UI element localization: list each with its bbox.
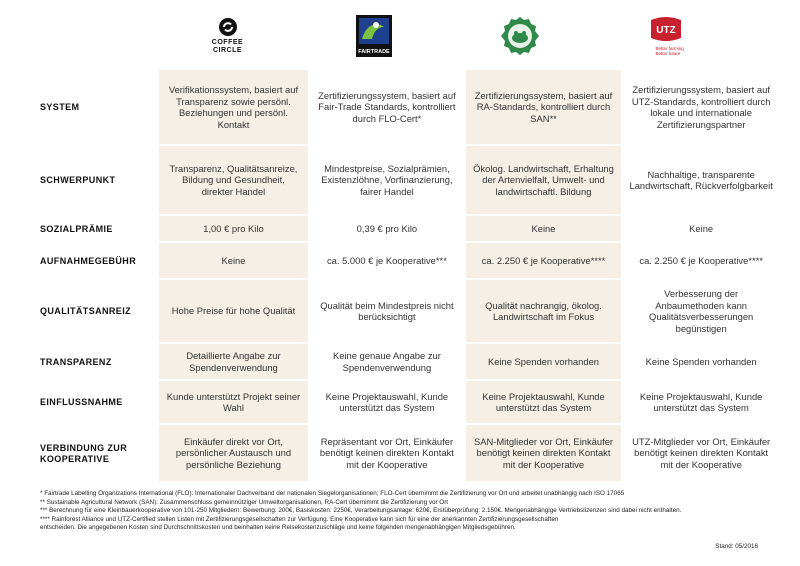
cell-text: Ökolog. Landwirtschaft, Erhaltung der Artenvielfalt, Umwelt- und landwirtschaftl. Bildung xyxy=(473,162,614,197)
row-label: TRANSPARENZ xyxy=(40,356,112,367)
table-cell xyxy=(465,344,623,381)
table-cell xyxy=(465,146,623,216)
rainforest-alliance-logo xyxy=(447,4,592,68)
cell-text: ca. 2.250 € je Kooperative**** xyxy=(481,254,606,266)
table-row xyxy=(38,146,780,216)
footnote-3: *** Berechnung für eine Kleinbauerkooperative von 101-250 Mitgliedern: Bewerbung: 200€, Basiskosten: 2250€, Verarbeitungsanlage: 620€, Erstüberprüfung: 2.150€. Mengenabhängige Vertriebslizenzen sind dabei nicht enthalten. xyxy=(40,507,682,515)
footnote-5: entscheiden. Die angegebenen Kosten sind Durchschnittskosten und beinhalten keine Reisekostenzuschläge und keine folgenden mengenabhängigen Mitgliedsgebühren. xyxy=(40,524,516,532)
table-cell xyxy=(309,216,465,243)
cell-text: Nachhaltige, transparente Landwirtschaft, Rückverfolgbarkeit xyxy=(629,168,773,191)
cell-text: Einkäufer direkt vor Ort, persönlicher Austausch und persönliche Beziehung xyxy=(175,435,292,470)
utz-logo-icon xyxy=(647,16,685,46)
table-cell xyxy=(622,344,780,381)
coffee-circle-logo-icon xyxy=(218,17,238,37)
table-row xyxy=(38,344,780,381)
cell-text: ca. 5.000 € je Kooperative*** xyxy=(326,254,447,266)
table-cell xyxy=(309,381,465,425)
row-label: SYSTEM xyxy=(40,102,80,113)
table-cell xyxy=(158,146,309,216)
row-label: VERBINDUNG ZUR KOOPERATIVE xyxy=(40,442,128,464)
coffee-circle-logo xyxy=(155,4,300,68)
footnote-4: **** Rainforest Alliance und UTZ-Certified stellen Listen mit Zertifizierungsgesellschaften zur Verfügung. Eine Kooperative kann sich für eine der anerkannten Zertifizierungsgesellschaften xyxy=(40,515,559,523)
cell-text: Verbesserung der Anbaumethoden kann Qualitätsverbesserungen begünstigen xyxy=(649,288,754,334)
table-cell xyxy=(622,243,780,280)
row-label: EINFLUSSNAHME xyxy=(40,397,123,408)
cell-text: Qualität nachrangig, ökolog. Landwirtschaft im Fokus xyxy=(485,299,602,322)
cell-text: 1,00 € pro Kilo xyxy=(203,222,264,234)
table-cell xyxy=(465,381,623,425)
cell-text: Transparenz, Qualitätsanreize, Bildung und Gesundheit, direkter Handel xyxy=(169,162,298,197)
table-cell xyxy=(309,146,465,216)
footnotes xyxy=(40,490,790,533)
cell-text: SAN-Mitglieder vor Ort, Einkäufer benötigt keinen direkten Kontakt mit der Kooperative xyxy=(473,435,614,470)
cell-text: 0,39 € pro Kilo xyxy=(356,222,418,234)
cell-text: Verifikationssystem, basiert auf Transparenz sowie persönl. Beziehungen und persönl. Kontakt xyxy=(168,84,299,130)
table-row xyxy=(38,243,780,280)
table-cell xyxy=(622,381,780,425)
row-label: SCHWERPUNKT xyxy=(40,175,116,186)
cell-text: Keine Projektauswahl, Kunde unterstützt das System xyxy=(325,390,449,413)
table-cell xyxy=(622,425,780,483)
table-row xyxy=(38,280,780,344)
svg-text:FAIRTRADE: FAIRTRADE xyxy=(357,49,390,55)
cell-text: Mindestpreise, Sozialprämien, Existenzlöhne, Vorfinanzierung, fairer Handel xyxy=(321,162,453,197)
row-label: AUFNAHMEGEBÜHR xyxy=(40,255,137,266)
table-cell xyxy=(465,425,623,483)
table-cell xyxy=(622,70,780,146)
table-cell xyxy=(158,70,309,146)
stand-date: Stand: 05/2016 xyxy=(715,543,758,550)
table-row xyxy=(38,425,780,483)
cell-text: Keine Spenden vorhanden xyxy=(645,355,757,367)
cell-text: Hohe Preise für hohe Qualität xyxy=(171,305,296,317)
logo-header xyxy=(155,4,775,68)
cell-text: Zertifizierungssystem, basiert auf Fair-Trade Standards, kontrolliert durch FLO-Cert* xyxy=(318,89,456,124)
rainforest-alliance-frog-icon xyxy=(500,16,540,56)
utz-tagline: Better farming Better future xyxy=(655,46,684,56)
cell-text: Kunde unterstützt Projekt seiner Wahl xyxy=(166,390,301,413)
table-cell xyxy=(309,70,465,146)
table-cell xyxy=(622,280,780,344)
cell-text: Keine xyxy=(531,222,556,234)
cell-text: Keine Projektauswahl, Kunde unterstützt das System xyxy=(482,390,605,413)
cell-text: Qualität beim Mindestpreis nicht berücksichtigt xyxy=(320,299,454,322)
cell-text: Repräsentant vor Ort, Einkäufer benötigt keinen direkten Kontakt mit der Kooperative xyxy=(319,435,454,470)
table-row xyxy=(38,216,780,243)
cell-text: UTZ-Mitglieder vor Ort, Einkäufer benötigt keinen direkten Kontakt mit der Kooperative xyxy=(632,435,771,470)
coffee-circle-wordmark: COFFEE CIRCLE xyxy=(211,39,244,54)
table-cell xyxy=(465,216,623,243)
fairtrade-logo-icon xyxy=(356,15,392,57)
table-cell xyxy=(309,344,465,381)
table-row xyxy=(38,70,780,146)
utz-wordmark: UTZ xyxy=(655,25,676,36)
row-label: SOZIALPRÄMIE xyxy=(40,223,113,234)
cell-text: ca. 2.250 € je Kooperative**** xyxy=(639,254,763,266)
table-cell xyxy=(309,280,465,344)
table-cell xyxy=(622,216,780,243)
table-cell xyxy=(158,243,309,280)
table-cell xyxy=(158,280,309,344)
fairtrade-logo xyxy=(301,4,446,68)
table-cell xyxy=(158,425,309,483)
table-cell xyxy=(465,243,623,280)
table-cell xyxy=(309,425,465,483)
utz-logo xyxy=(593,4,738,68)
table-cell xyxy=(465,280,623,344)
row-label: QUALITÄTSANREIZ xyxy=(40,306,131,317)
table-cell xyxy=(465,70,623,146)
table-row xyxy=(38,381,780,425)
cell-text: Keine Spenden vorhanden xyxy=(487,355,599,367)
cell-text: Zertifizierungssystem, basiert auf RA-Standards, kontrolliert durch SAN** xyxy=(474,89,613,124)
table-cell xyxy=(158,381,309,425)
comparison-table xyxy=(38,70,780,483)
cell-text: Detaillierte Angabe zur Spendenverwendung xyxy=(186,350,281,373)
table-cell xyxy=(309,243,465,280)
table-cell xyxy=(158,216,309,243)
footnote-2: ** Sustainable Agricultural Network (SAN): Zusammenschluss gemeinnütziger Umweltorganisationen, RA-Cert übernimmt die Zertifizierung vor Ort xyxy=(40,498,449,506)
cell-text: Keine Projektauswahl, Kunde unterstützt das System xyxy=(639,390,763,413)
cell-text: Zertifizierungssystem, basiert auf UTZ-Standards, kontrolliert durch lokale und internationale Zertifizierungspartner xyxy=(631,84,771,130)
cell-text: Keine genaue Angabe zur Spendenverwendung xyxy=(332,350,441,373)
table-cell xyxy=(158,344,309,381)
footnote-1: * Fairtrade Labelling Organizations International (FLO): Internationaler Dachverband der nationalen Siegelorganisationen; FLO-Cert übernimmt die Zertifizierung vor Ort und arbeitet unabhängig nach ISO 17065 xyxy=(40,490,625,497)
table-cell xyxy=(622,146,780,216)
cell-text: Keine xyxy=(689,222,714,234)
cell-text: Keine xyxy=(221,254,246,266)
